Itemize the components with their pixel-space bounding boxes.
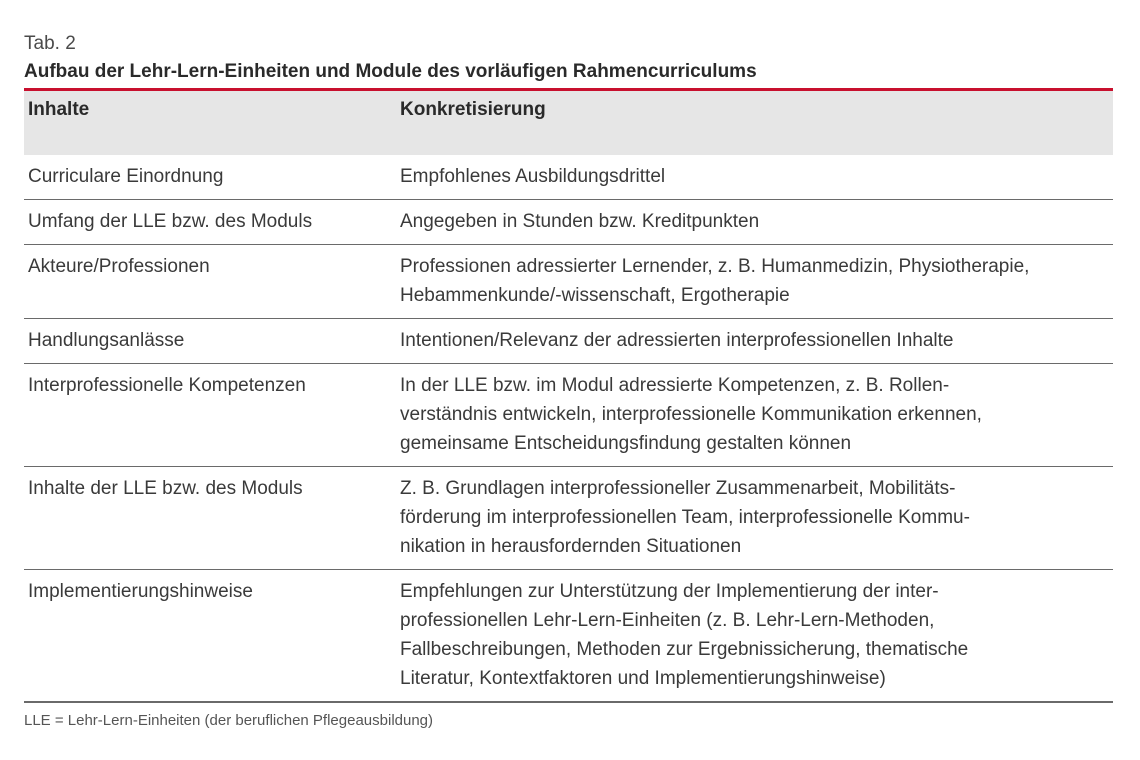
curriculum-table: [24, 88, 1113, 703]
cell-konkretisierung: [396, 364, 1113, 467]
cell-inhalt: Handlungsanlässe: [28, 330, 185, 351]
table-header-row: [24, 90, 1113, 156]
table-row: [24, 155, 1113, 200]
cell-text-line: professionellen Lehr-Lern-Einheiten (z. B. Lehr-Lern-Methoden,: [400, 610, 935, 631]
cell-text-line: In der LLE bzw. im Modul adressierte Kompetenzen, z. B. Rollen-: [400, 375, 950, 396]
cell-konkretisierung: [396, 319, 1113, 364]
cell-text-line: Literatur, Kontextfaktoren und Implementierungshinweise): [400, 668, 886, 689]
cell-inhalt: Akteure/Professionen: [28, 256, 210, 277]
table-footnote: LLE = Lehr-Lern-Einheiten (der beruflichen Pflegeausbildung): [24, 712, 434, 729]
cell-text-line: Fallbeschreibungen, Methoden zur Ergebnissicherung, thematische: [400, 639, 969, 660]
table-row: [24, 467, 1113, 570]
table-row: [24, 364, 1113, 467]
cell-text-line: Professionen adressierter Lernender, z. B. Humanmedizin, Physiotherapie,: [400, 256, 1030, 277]
cell-text-line: Empfehlungen zur Unterstützung der Implementierung der inter-: [400, 581, 939, 602]
cell-konkretisierung: [396, 155, 1113, 200]
header-inhalte: Inhalte: [28, 99, 90, 120]
cell-text-line: Empfohlenes Ausbildungsdrittel: [400, 166, 666, 187]
cell-inhalt: Curriculare Einordnung: [28, 166, 224, 187]
table-row: [24, 319, 1113, 364]
cell-inhalt: Umfang der LLE bzw. des Moduls: [28, 211, 313, 232]
cell-inhalt: Interprofessionelle Kompetenzen: [28, 375, 306, 396]
cell-inhalt: Inhalte der LLE bzw. des Moduls: [28, 478, 303, 499]
table-row: [24, 245, 1113, 319]
cell-inhalt: Implementierungshinweise: [28, 581, 253, 602]
cell-text-line: gemeinsame Entscheidungsfindung gestalten können: [400, 433, 852, 454]
table-row: [24, 200, 1113, 245]
table-row: [24, 570, 1113, 703]
cell-konkretisierung: [396, 245, 1113, 319]
cell-konkretisierung: [396, 467, 1113, 570]
table-caption-label: Tab. 2: [24, 33, 76, 54]
cell-text-line: Z. B. Grundlagen interprofessioneller Zusammenarbeit, Mobilitäts-: [400, 478, 956, 499]
cell-konkretisierung: [396, 570, 1113, 703]
header-konkretisierung: Konkretisierung: [400, 99, 546, 120]
cell-text-line: Hebammenkunde/-wissenschaft, Ergotherapie: [400, 285, 790, 306]
cell-konkretisierung: [396, 200, 1113, 245]
cell-text-line: nikation in herausfordernden Situationen: [400, 536, 742, 557]
cell-text-line: förderung im interprofessionellen Team, interprofessionelle Kommu-: [400, 507, 970, 528]
cell-text-line: Angegeben in Stunden bzw. Kreditpunkten: [400, 211, 760, 232]
table-caption-title: Aufbau der Lehr-Lern-Einheiten und Module des vorläufigen Rahmencurriculums: [24, 61, 757, 82]
document-page: [24, 30, 1114, 731]
cell-text-line: Intentionen/Relevanz der adressierten interprofessionellen Inhalte: [400, 330, 954, 351]
table-body: [24, 155, 1113, 702]
cell-text-line: verständnis entwickeln, interprofessionelle Kommunikation erkennen,: [400, 404, 982, 425]
